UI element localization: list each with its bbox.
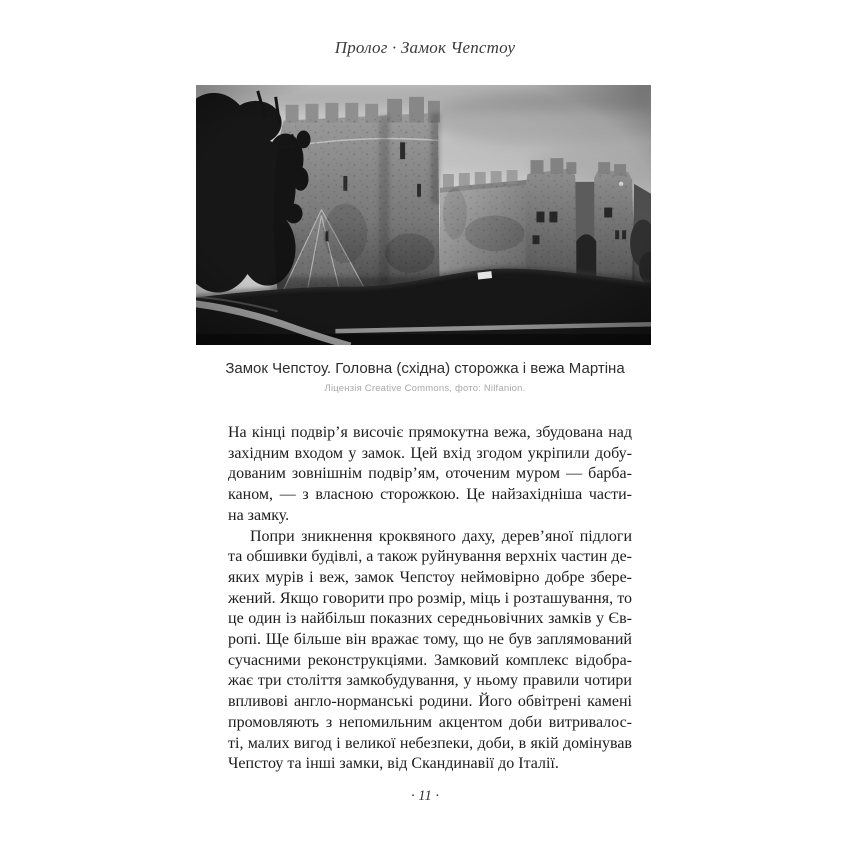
text-line: Чепстоу та інші замки, від Скандинавії до Італії. (228, 755, 559, 773)
text-line: На кінці подвір’я височіє прямокутна вежа, збудована над (228, 424, 632, 441)
text-line: сучасними реконструкціями. Замковий комплекс відобра- (228, 651, 632, 669)
figure-caption: Замок Чепстоу. Головна (східна) сторожка і вежа Мартіна (225, 360, 625, 377)
text-line: ті, малих вигод і великої небезпеки, доби, в якій домінував (228, 734, 632, 752)
page-number: · 11 · (411, 788, 439, 804)
text-line: та обшивки будівлі, а також руйнування верхніх частин де- (228, 548, 632, 566)
text-line: західним входом у замок. Цей вхід згодом укріпили добу- (228, 444, 632, 462)
text-line: промовляють з непомильним акцентом доби витривалос- (228, 713, 632, 731)
running-title: Пролог · Замок Чепстоу (334, 38, 516, 57)
text-line: каном, — з власною сторожкою. Це найзахідніша части- (228, 486, 632, 504)
text-line: яких мурів і веж, замок Чепстоу неймовірно добре збере- (228, 568, 632, 586)
text-line: це один із найбільш показних середньовічних замків у Єв- (228, 610, 632, 628)
text-line: дованим зовнішнім подвір’ям, оточеним муром — барба- (228, 465, 632, 483)
figure-credit: Ліцензія Creative Commons, фото: Nilfanion. (324, 383, 526, 394)
text-line: ропі. Ще більше він вражає тому, що не був заплямований (228, 631, 632, 649)
text-line: Попри зникнення кроквяного даху, дерев’яної підлоги (250, 527, 632, 545)
text-line: на замку. (228, 506, 290, 524)
body-text (228, 423, 632, 775)
photo-vignette (196, 85, 651, 345)
castle-figure (196, 85, 651, 345)
text-line: жає три століття замкобудування, у ньому правили чотири (228, 672, 632, 690)
text-line: жений. Якщо говорити про розмір, міць і розташування, то (228, 589, 632, 607)
castle-photo (196, 85, 651, 345)
text-line: впливові англо-норманські родини. Його обвітрені камені (228, 693, 632, 711)
